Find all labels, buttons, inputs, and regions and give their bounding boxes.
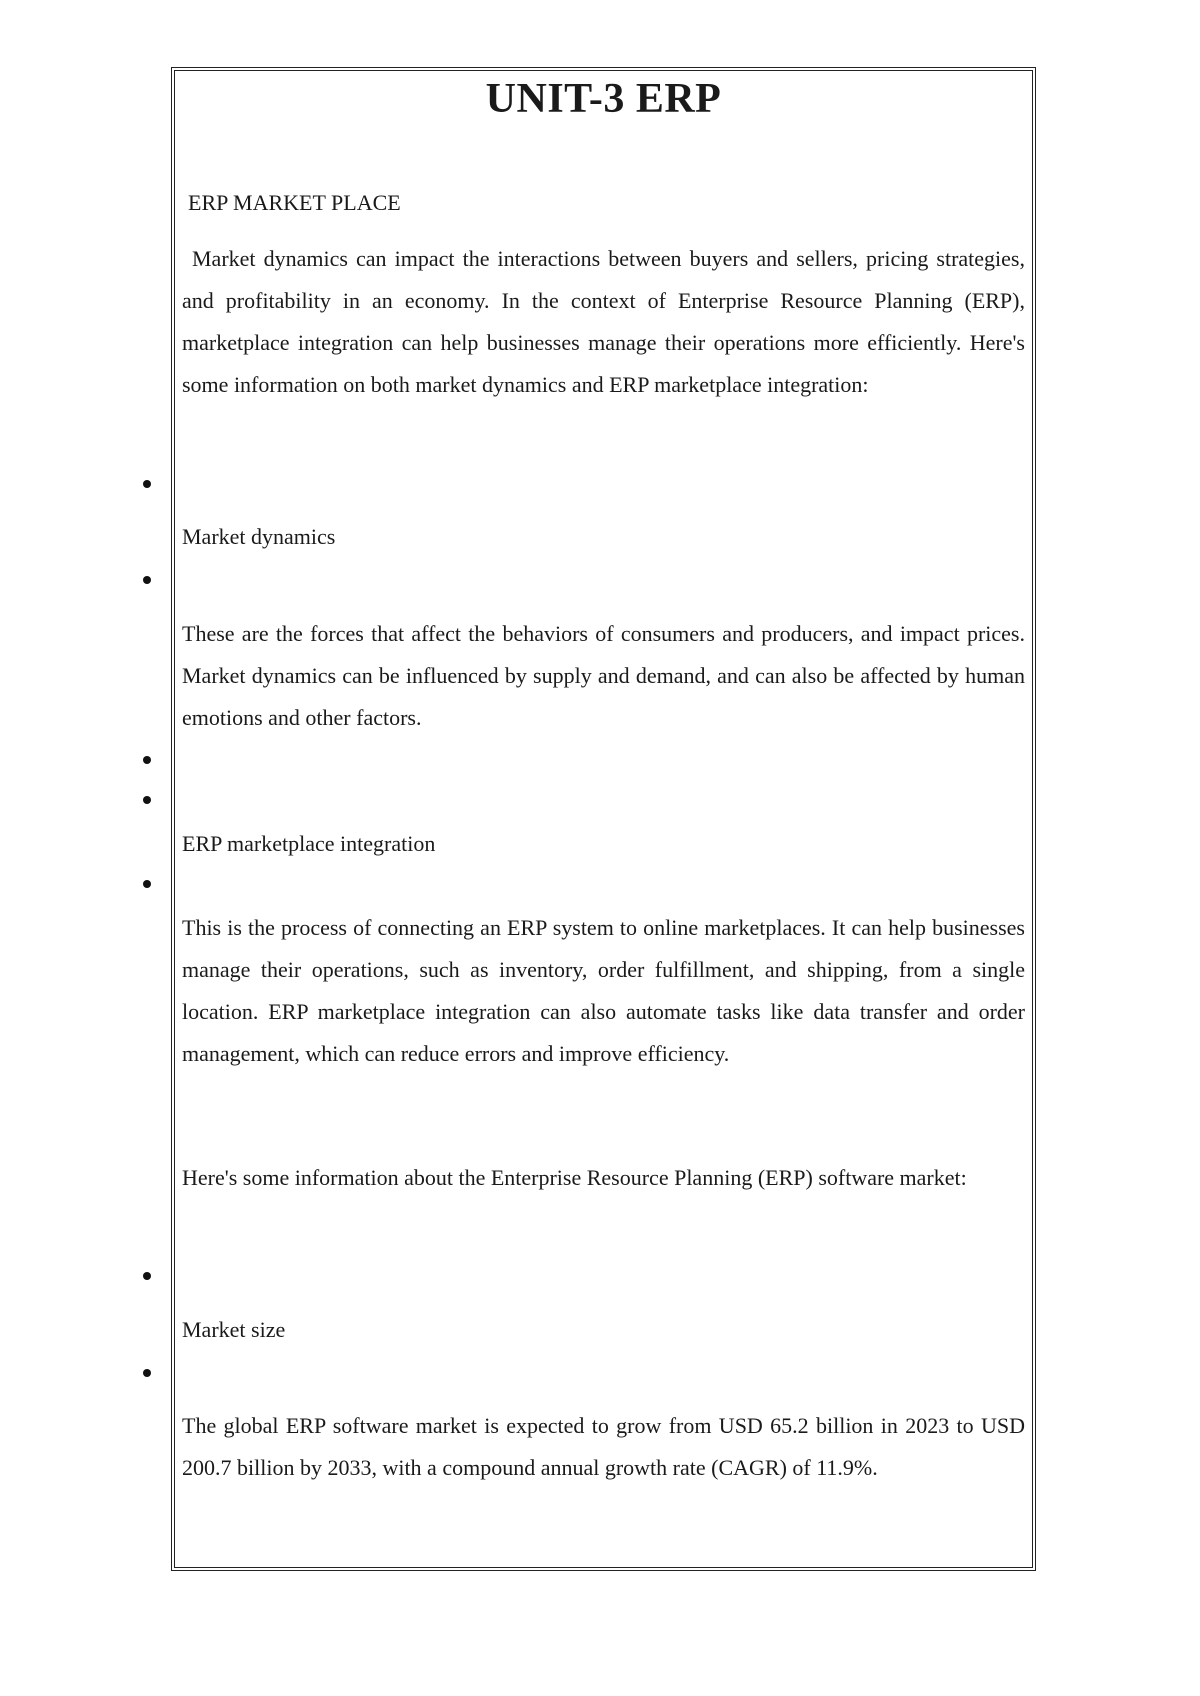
software-market-intro: Here's some information about the Enterprise Resource Planning (ERP) software market: [182, 1165, 967, 1190]
bullet-icon [143, 576, 151, 584]
erp-integration-paragraph: This is the process of connecting an ERP system to online marketplaces. It can help businesses manage their operations, such as inventory, order fulfillment, and shipping, from a single location. ERP marketplace integration can also automate tasks like data transfer and order management, which can reduce errors and improve efficiency. [182, 915, 1025, 1066]
market-dynamics-paragraph: These are the forces that affect the behaviors of consumers and producers, and impact prices. Market dynamics can be influenced by supply and demand, and can also be affected by human emotions and other factors. [182, 621, 1025, 730]
market-size-paragraph: The global ERP software market is expected to grow from USD 65.2 billion in 2023 to USD 200.7 billion by 2033, with a compound annual growth rate (CAGR) of 11.9%. [182, 1413, 1025, 1480]
intro-paragraph: Market dynamics can impact the interactions between buyers and sellers, pricing strategies, and profitability in an economy. In the context of Enterprise Resource Planning (ERP), marketplace integration can help businesses manage their operations more efficiently. Here's some information on both market dynamics and ERP marketplace integration: [182, 246, 1025, 397]
section-heading: ERP MARKET PLACE [188, 190, 401, 215]
market-dynamics-heading: Market dynamics [182, 524, 336, 549]
bullet-icon [143, 480, 151, 488]
bullet-icon [143, 796, 151, 804]
page-title: UNIT-3 ERP [485, 76, 722, 122]
bullet-icon [143, 756, 151, 764]
market-size-heading: Market size [182, 1317, 286, 1342]
erp-integration-heading: ERP marketplace integration [182, 831, 436, 856]
bullet-icon [143, 1369, 151, 1377]
bullet-icon [143, 880, 151, 888]
bullet-icon [143, 1272, 151, 1280]
